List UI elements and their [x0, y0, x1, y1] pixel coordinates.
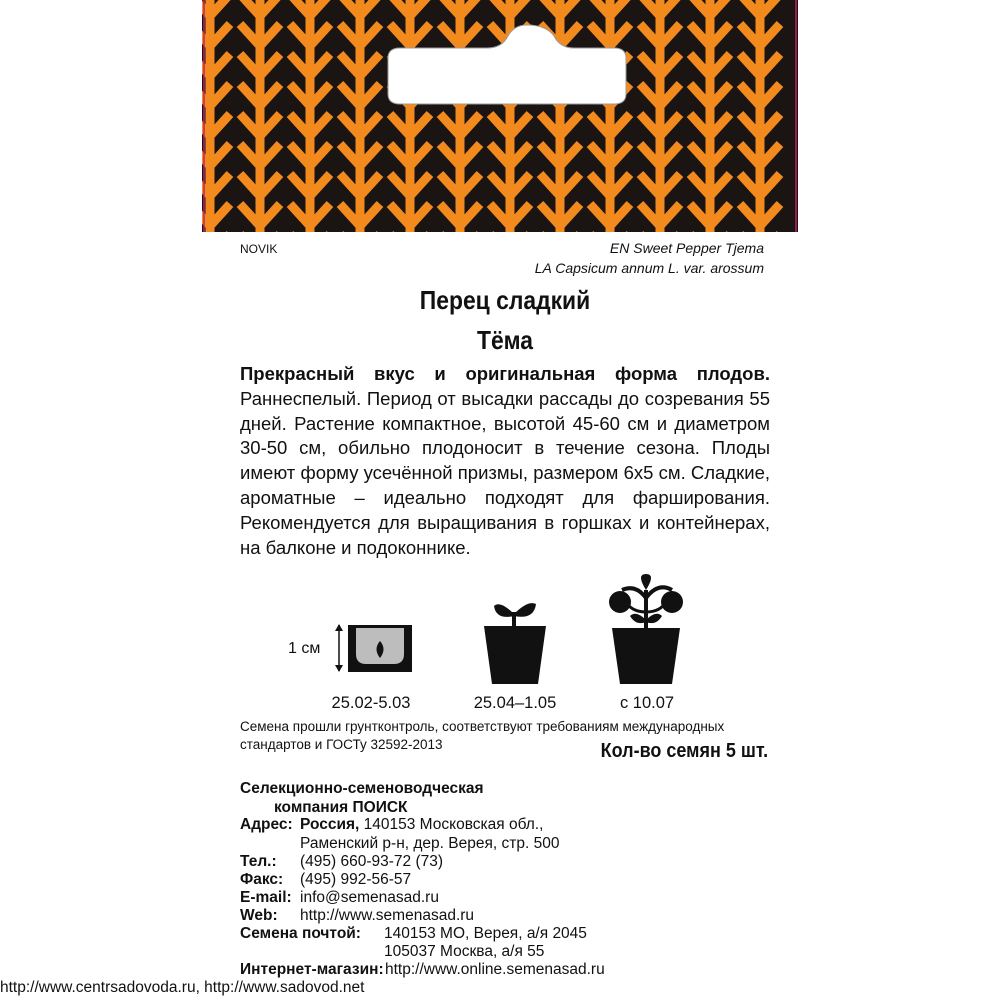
company-name-line-2: компания ПОИСК — [274, 799, 408, 816]
transplant-date: 25.04–1.05 — [473, 694, 557, 712]
seed-sowing-icon — [330, 624, 412, 674]
online-shop-url-2: http://www.centrsadovoda.ru, http://www.sadovod.net — [0, 979, 365, 996]
email-label: E-mail: — [240, 889, 292, 906]
sowing-date: 25.02-5.03 — [331, 694, 411, 712]
address-line-2: Раменский р-н, дер. Верея, стр. 500 — [300, 835, 560, 852]
description-lead: Прекрасный вкус и оригинальная форма плодов. — [240, 363, 770, 384]
product-variety: Тёма — [476, 325, 534, 355]
product-description — [240, 362, 770, 560]
mail-order-line-1: 140153 МО, Верея, а/я 2045 — [384, 925, 587, 942]
phone-value: (495) 660-93-72 (73) — [300, 853, 444, 870]
address-region: 140153 Московская обл., — [359, 816, 544, 833]
online-shop-url-1: http://www.online.semenasad.ru — [385, 961, 605, 978]
email-value: info@semenasad.ru — [300, 889, 439, 906]
mail-order-line-2: 105037 Москва, а/я 55 — [384, 943, 545, 960]
name-latin: LA Capsicum annum L. var. arossum — [534, 260, 764, 276]
web-value: http://www.semenasad.ru — [300, 907, 475, 924]
harvest-date: с 10.07 — [619, 694, 675, 712]
online-shop-label: Интернет-магазин: — [240, 961, 384, 978]
branch-pattern — [202, 0, 798, 232]
company-name-line-1: Селекционно-семеноводческая — [240, 780, 484, 797]
description-body: Раннеспелый. Период от высадки рассады до созревания 55 дней. Растение компактное, высотой 45-60 см и диаметром 30-50 см, обильно плодоносит в течение сезона. Плоды имеют форму усечённой призмы, размером 6х5 см. Сладкие, ароматные – идеально подходят для фарширования. Рекомендуется для выращивания в горшках и контейнерах, на балконе и подоконнике. — [240, 387, 770, 558]
package-banner — [202, 0, 798, 232]
seedling-pot-icon — [480, 598, 550, 686]
phone-label: Тел.: — [240, 853, 277, 870]
brand-label: NOVIK — [240, 242, 278, 256]
web-label: Web: — [240, 907, 278, 924]
seed-count: Кол-во семян 5 шт. — [600, 740, 768, 762]
certification-line-2: стандартов и ГОСТу 32592-2013 — [240, 737, 443, 752]
product-type: Перец сладкий — [419, 285, 591, 315]
address-label: Адрес: — [240, 816, 293, 833]
name-english: EN Sweet Pepper Tjema — [609, 240, 764, 256]
sowing-depth-label: 1 см — [288, 640, 321, 657]
fax-label: Факс: — [240, 871, 284, 888]
address-country: Россия, — [300, 816, 360, 833]
certification-line-1: Семена прошли грунтконтроль, соответствуют требованиям международных — [240, 719, 725, 734]
mail-order-label: Семена почтой: — [240, 925, 361, 942]
fax-value: (495) 992-56-57 — [300, 871, 412, 888]
fruiting-plant-icon — [606, 572, 686, 686]
address-line-1 — [300, 816, 543, 834]
